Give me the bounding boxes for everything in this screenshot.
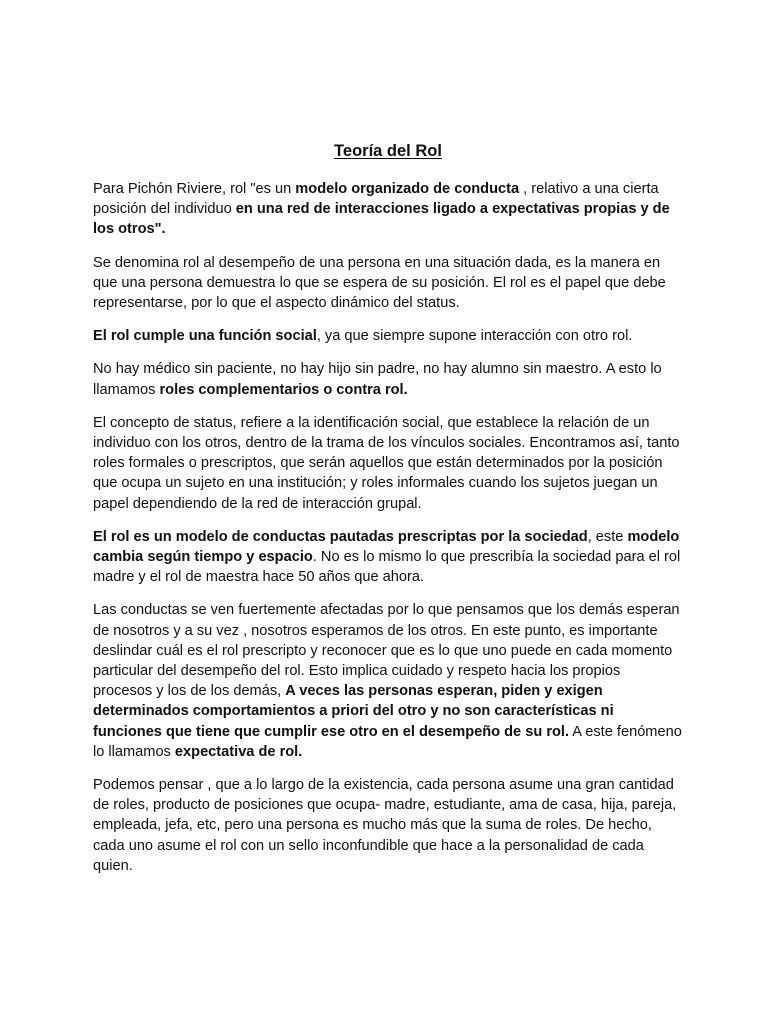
paragraph <box>93 179 683 240</box>
text-run: No hay médico sin paciente, no hay hijo sin padre, no hay alumno sin maestro. A esto lo llamamos <box>93 361 662 398</box>
page-title: Teoría del Rol <box>334 142 442 160</box>
paragraph <box>93 326 683 346</box>
document-body <box>93 179 683 876</box>
paragraph <box>93 775 683 876</box>
paragraph <box>93 600 683 762</box>
text-run: Podemos pensar , que a lo largo de la existencia, cada persona asume una gran cantidad de roles, producto de posiciones que ocupa- madre, estudiante, ama de casa, hija, pareja, empleada, jefa, etc, pero una persona es mucho más que la suma de roles. De hecho, cada uno asume el rol con un sello inconfundible que hace a la personalidad de cada quien. <box>93 777 677 874</box>
bold-text-run: modelo cambia según tiempo y espacio <box>93 528 680 566</box>
bold-text-run: en una red de interacciones ligado a expectativas propias y de los otros". <box>93 201 670 238</box>
text-run: , relativo a una cierta posición del individuo <box>93 181 659 218</box>
paragraph <box>93 527 683 588</box>
text-run: . No es lo mismo lo que prescribía la sociedad para el rol madre y el rol de maestra hace 50 años que ahora. <box>93 549 681 586</box>
text-run: El concepto de status, refiere a la identificación social, que establece la relación de un individuo con los otros, dentro de la trama de los vínculos sociales. Encontramos así, tanto roles formales o prescriptos, que serán aquellos que están determinados por la posición que ocupa un sujeto en una institución; y roles informales cuando los sujetos juegan un papel dependiendo de la red de interacción grupal. <box>93 414 680 512</box>
text-run: , ya que siempre supone interacción con otro rol. <box>316 328 633 345</box>
paragraph <box>93 413 683 514</box>
text-run: Las conductas se ven fuertemente afectadas por lo que pensamos que los demás esperan de nosotros y a su vez , nosotros esperamos de los otros. En este punto, es importante deslindar cuál es el rol prescripto y reconocer que es lo que uno puede en cada momento particular del desempeño del rol. Esto implica cuidado y respeto hacia los propios procesos y los de los demás, <box>93 602 680 700</box>
bold-text-run: expectativa de rol. <box>174 743 303 760</box>
text-run: Se denomina rol al desempeño de una persona en una situación dada, es la manera en que una persona demuestra lo que se espera de su posición. El rol es el papel que debe representarse, por lo que el aspecto dinámico del status. <box>93 254 666 312</box>
bold-text-run: roles complementarios o contra rol. <box>159 381 408 398</box>
bold-text-run: A veces las personas esperan, piden y exigen determinados comportamientos a priori del otro y no son características ni funciones que tiene que cumplir ese otro en el desempeño de su rol. <box>93 683 614 740</box>
text-run: , este <box>587 528 628 545</box>
document-page <box>93 139 683 889</box>
text-run: Para Pichón Riviere, rol "es un <box>93 181 296 197</box>
text-run: A este fenómeno lo llamamos <box>93 723 682 760</box>
bold-text-run: El rol cumple una función social <box>93 328 317 345</box>
bold-text-run: El rol es un modelo de conductas pautadas prescriptas por la sociedad <box>93 528 588 545</box>
paragraph <box>93 359 683 399</box>
bold-text-run: modelo organizado de conducta <box>295 181 520 197</box>
paragraph <box>93 253 683 314</box>
